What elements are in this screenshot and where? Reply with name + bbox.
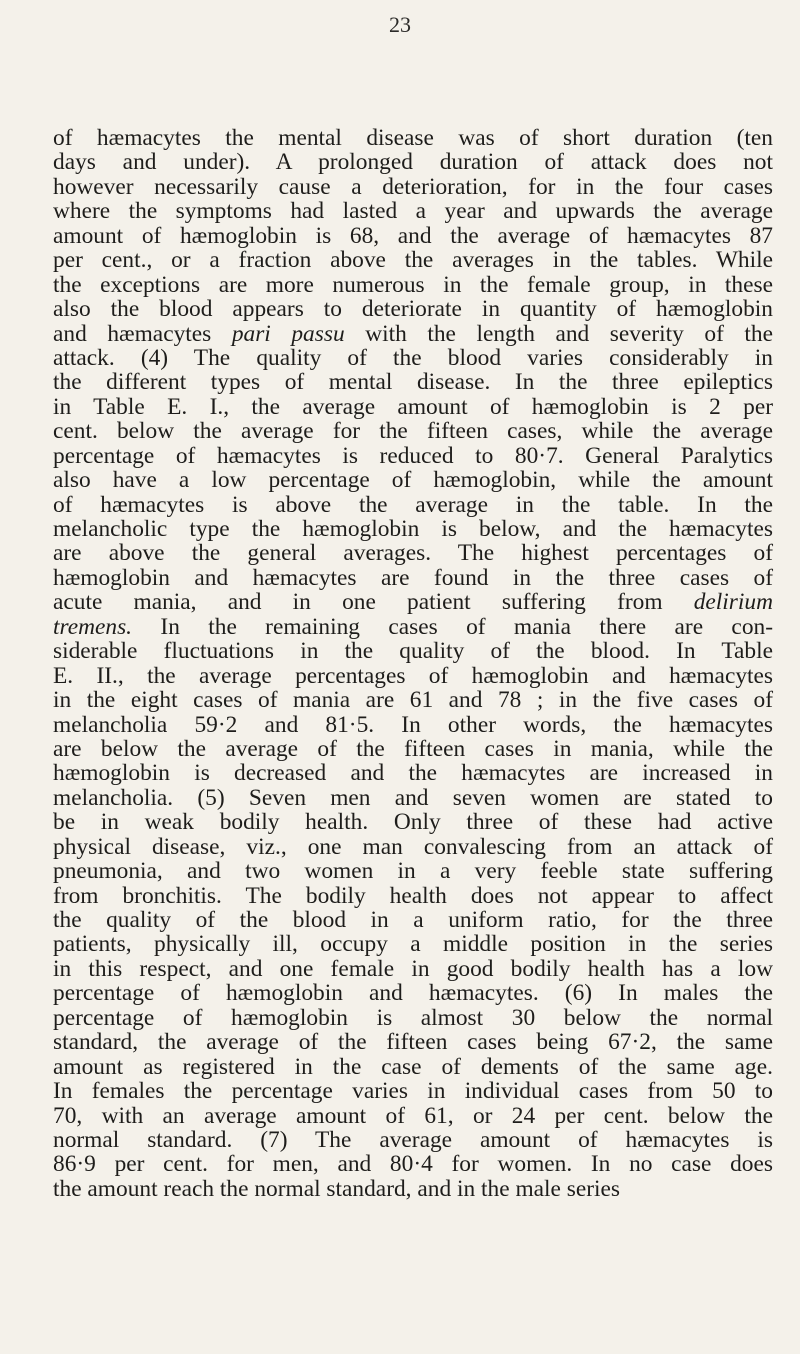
text-line [53, 737, 773, 761]
text-line [53, 1177, 773, 1201]
text-line [53, 395, 773, 419]
text-line [53, 370, 773, 394]
italic-text: pari passu [231, 320, 345, 347]
text-segment: melancholia 59·2 and 81·5. In other words, the hæmacytes [53, 711, 773, 738]
text-segment: hæmoglobin is decreased and the hæmacytes are increased in [53, 760, 773, 787]
text-segment: percentage of hæmacytes is reduced to 80·7. General Paralytics [53, 442, 773, 469]
text-line [53, 224, 773, 248]
text-segment: percentage of hæmoglobin and hæmacytes. (6) In males the [53, 980, 773, 1007]
text-segment: in Table E. I., the average amount of hæmoglobin is 2 per [53, 393, 773, 420]
text-line [53, 1104, 773, 1128]
text-line [53, 419, 773, 443]
text-segment: melancholic type the hæmoglobin is below, and the hæmacytes [53, 516, 773, 542]
text-line [53, 175, 773, 199]
text-segment: with the length and severity of the [344, 320, 774, 347]
text-segment: be in weak bodily health. Only three of these had active [53, 809, 773, 836]
text-segment: 86·9 per cent. for men, and 80·4 for women. In no case does [53, 1151, 773, 1178]
text-line [53, 884, 773, 908]
text-segment: the quality of the blood in a uniform ratio, for the three [53, 907, 773, 933]
text-line [53, 835, 773, 859]
text-line [53, 517, 773, 541]
text-line [53, 713, 773, 737]
text-segment: the different types of mental disease. In the three epileptics [53, 369, 773, 396]
text-segment: also the blood appears to deteriorate in quantity of hæmoglobin [53, 296, 773, 323]
text-line [53, 1030, 773, 1054]
text-segment: amount of hæmoglobin is 68, and the average of hæmacytes 87 [53, 222, 773, 249]
text-segment: amount as registered in the case of dements of the same age. [53, 1053, 773, 1080]
text-line [53, 664, 773, 688]
text-line [53, 810, 773, 834]
text-segment: cent. below the average for the fifteen cases, while the average [53, 418, 773, 445]
text-line [53, 273, 773, 297]
text-line [53, 126, 773, 150]
text-segment: siderable fluctuations in the quality of the blood. In Table [53, 638, 773, 665]
text-line [53, 322, 773, 346]
text-line [53, 1006, 773, 1030]
text-line [53, 541, 773, 565]
text-segment: the exceptions are more numerous in the female group, in these [53, 271, 773, 298]
text-line [53, 932, 773, 956]
text-line [53, 468, 773, 492]
text-segment: In females the percentage varies in individual cases from 50 to [53, 1078, 773, 1105]
italic-text: tremens. [53, 613, 133, 640]
text-line [53, 639, 773, 663]
text-line [53, 786, 773, 810]
text-segment: standard, the average of the fifteen cases being 67·2, the same [53, 1029, 773, 1056]
text-line [53, 248, 773, 272]
text-line [53, 1128, 773, 1152]
text-line [53, 199, 773, 223]
text-line [53, 297, 773, 321]
text-segment: percentage of hæmoglobin is almost 30 below the normal [53, 1004, 773, 1031]
body-text [53, 126, 773, 1201]
text-segment: physical disease, viz., one man convalescing from an attack of [53, 833, 773, 860]
text-line [53, 761, 773, 785]
text-segment: and hæmacytes [53, 320, 232, 347]
text-segment: days and under). A prolonged duration of attack does not [53, 149, 773, 176]
text-segment: the amount reach the normal standard, and in the male series [53, 1175, 621, 1202]
text-segment: of hæmacytes the mental disease was of short duration (ten [53, 125, 773, 151]
text-segment: per cent., or a fraction above the averages in the tables. While [53, 247, 773, 274]
text-line [53, 981, 773, 1005]
text-line [53, 908, 773, 932]
text-line [53, 957, 773, 981]
text-line [53, 688, 773, 712]
text-segment: In the remaining cases of mania there are con- [132, 613, 773, 640]
text-line [53, 444, 773, 468]
text-segment: pneumonia, and two women in a very feeble state suffering [53, 858, 773, 885]
text-line [53, 859, 773, 883]
text-line [53, 346, 773, 370]
text-line [53, 1055, 773, 1079]
text-segment: however necessarily cause a deterioration, for in the four cases [53, 173, 773, 200]
text-segment: hæmoglobin and hæmacytes are found in the three cases of [53, 564, 773, 591]
text-segment: are above the general averages. The highest percentages of [53, 540, 773, 567]
text-segment: E. II., the average percentages of hæmoglobin and hæmacytes [53, 662, 773, 689]
text-line [53, 590, 773, 614]
text-line [53, 615, 773, 639]
text-segment: normal standard. (7) The average amount of hæmacytes is [53, 1126, 773, 1153]
italic-text: delirium [693, 589, 773, 616]
text-segment: from bronchitis. The bodily health does not appear to affect [53, 882, 773, 909]
text-segment: acute mania, and in one patient suffering from [53, 589, 694, 616]
text-line [53, 1152, 773, 1176]
text-segment: attack. (4) The quality of the blood varies considerably in [53, 344, 773, 371]
text-line [53, 566, 773, 590]
text-segment: where the symptoms had lasted a year and upwards the average [53, 198, 773, 225]
text-line [53, 1079, 773, 1103]
text-line [53, 150, 773, 174]
page-number: 23 [389, 12, 411, 37]
text-segment: melancholia. (5) Seven men and seven women are stated to [53, 784, 773, 811]
text-segment: are below the average of the fifteen cases in mania, while the [53, 735, 773, 762]
text-segment: in this respect, and one female in good bodily health has a low [53, 955, 773, 982]
text-segment: 70, with an average amount of 61, or 24 per cent. below the [53, 1102, 773, 1129]
text-segment: also have a low percentage of hæmoglobin, while the amount [53, 467, 773, 494]
text-segment: patients, physically ill, occupy a middle position in the series [53, 931, 773, 958]
text-segment: in the eight cases of mania are 61 and 78 ; in the five cases of [53, 687, 773, 714]
text-segment: of hæmacytes is above the average in the table. In the [53, 491, 773, 518]
text-line [53, 493, 773, 517]
